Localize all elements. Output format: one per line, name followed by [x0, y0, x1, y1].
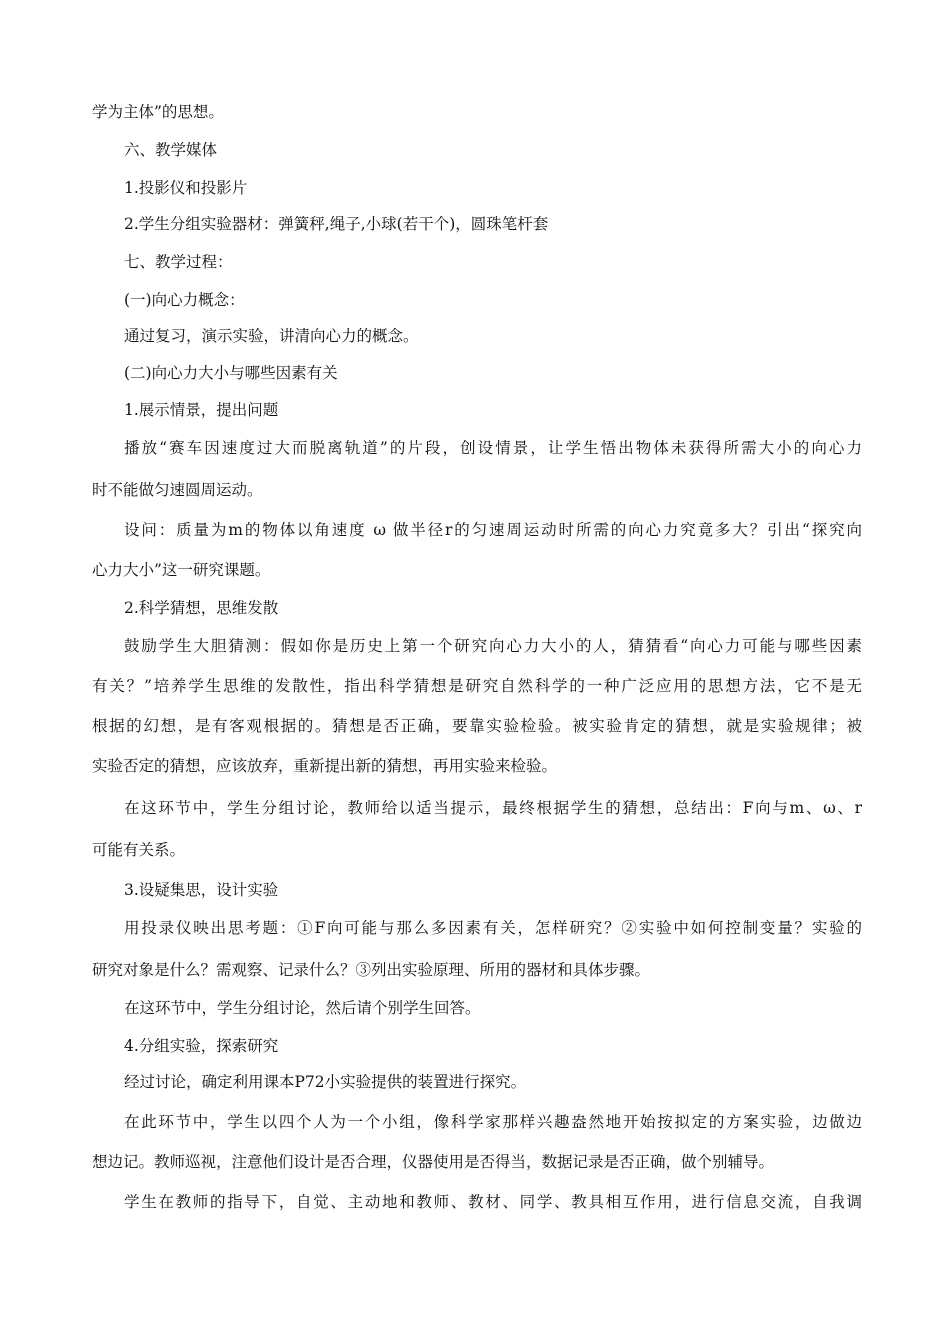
step-heading: 3.设疑集思，设计实验: [124, 881, 279, 899]
text-line: 通过复习，演示实验，讲清向心力的概念。: [124, 327, 419, 345]
subsection-heading: (二)向心力大小与哪些因素有关: [124, 364, 338, 382]
list-item: 2.学生分组实验器材：弹簧秤,绳子,小球(若干个)，圆珠笔杆套: [124, 215, 549, 233]
text-line: 实验否定的猜想，应该放弃，重新提出新的猜想，再用实验来检验。: [92, 757, 558, 775]
subsection-heading: (一)向心力概念：: [124, 291, 245, 309]
text-line: 时不能做匀速圆周运动。: [92, 481, 263, 499]
step-heading: 4.分组实验，探索研究: [124, 1037, 279, 1055]
text-line: 心力大小”这一研究课题。: [92, 561, 271, 579]
text-line: 可能有关系。: [92, 841, 186, 859]
step-heading: 1.展示情景，提出问题: [124, 401, 279, 419]
list-item: 1.投影仪和投影片: [124, 179, 248, 197]
text-line: 鼓励学生大胆猜测：假如你是历史上第一个研究向心力大小的人，猜猜看“向心力可能与哪些因素: [124, 637, 862, 655]
section-heading-process: 七、教学过程：: [124, 253, 233, 271]
text-line: 经过讨论，确定利用课本P72小实验提供的装置进行探究。: [124, 1073, 527, 1091]
text-line: 想边记。教师巡视，注意他们设计是否合理，仪器使用是否得当，数据记录是否正确，做个别辅导。: [92, 1153, 775, 1171]
text-line: 用投录仪映出思考题：①F向可能与那么多因素有关，怎样研究？②实验中如何控制变量？实验的: [124, 919, 862, 937]
text-line: 研究对象是什么？需观察、记录什么？③列出实验原理、所用的器材和具体步骤。: [92, 961, 651, 979]
text-line: 设问：质量为m的物体以角速度 ω 做半径r的匀速周运动时所需的向心力究竟多大？引出“探究向: [124, 521, 862, 539]
text-line: 学生在教师的指导下，自觉、主动地和教师、教材、同学、教具相互作用，进行信息交流，自我调: [124, 1193, 862, 1211]
text-line: 在这环节中，学生分组讨论，教师给以适当提示，最终根据学生的猜想，总结出：F向与m、ω、r: [124, 799, 862, 817]
text-line: 根据的幻想，是有客观根据的。猜想是否正确，要靠实验检验。被实验肯定的猜想，就是实验规律；被: [92, 717, 862, 735]
section-heading-media: 六、教学媒体: [124, 141, 218, 159]
text-line: 学为主体”的思想。: [92, 103, 224, 121]
text-line: 在这环节中，学生分组讨论，然后请个别学生回答。: [124, 999, 481, 1017]
step-heading: 2.科学猜想，思维发散: [124, 599, 279, 617]
text-line: 在此环节中，学生以四个人为一个小组，像科学家那样兴趣盎然地开始按拟定的方案实验，边做边: [124, 1113, 862, 1131]
text-line: 有关？”培养学生思维的发散性，指出科学猜想是研究自然科学的一种广泛应用的思想方法，它不是无: [92, 677, 862, 695]
text-line: 播放“赛车因速度过大而脱离轨道”的片段，创设情景，让学生悟出物体未获得所需大小的向心力: [124, 439, 862, 457]
